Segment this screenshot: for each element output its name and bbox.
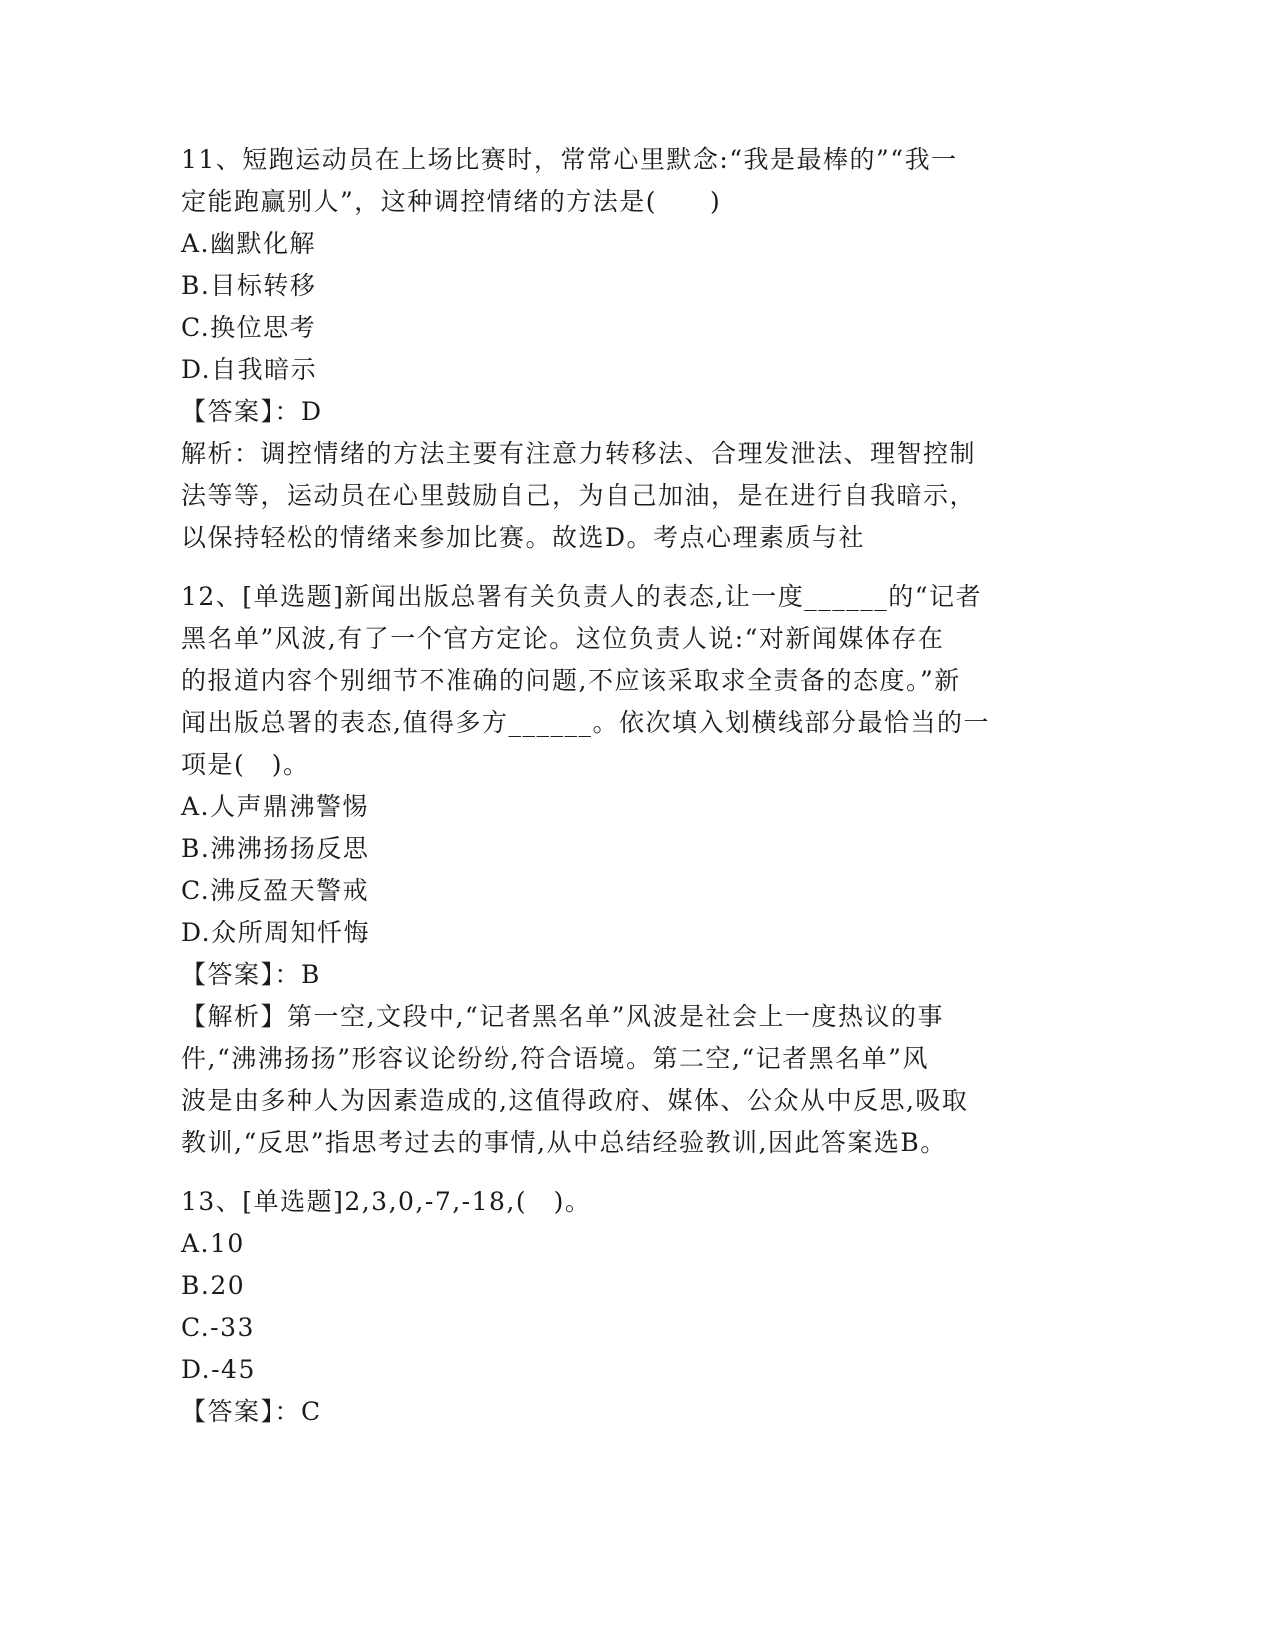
option-a: A.10 [181,1229,245,1258]
question-stem-line: 13、[单选题]2,3,0,-7,-18,( )。 [181,1187,592,1216]
answer-line: 【答案】：C [181,1397,322,1426]
question-12 [181,576,1061,1164]
question-stem-line: 项是( )。 [181,750,310,779]
option-b: B.20 [181,1271,246,1300]
answer-line: 【答案】：D [181,397,323,426]
option-a: A.幽默化解 [181,229,317,258]
option-b: B.目标转移 [181,271,317,300]
analysis-line: 教训,“反思”指思考过去的事情,从中总结经验教训,因此答案选B。 [181,1128,947,1157]
question-stem-line: 的报道内容个别细节不准确的问题,不应该采取求全责备的态度。”新 [181,666,961,695]
option-d: D.自我暗示 [181,355,318,384]
document-page [181,139,1061,1450]
option-d: D.众所周知忏悔 [181,918,371,947]
analysis-line: 波是由多种人为因素造成的,这值得政府、媒体、公众从中反思,吸取 [181,1086,969,1115]
question-stem-line: 黑名单”风波,有了一个官方定论。这位负责人说:“对新闻媒体存在 [181,624,945,653]
analysis-line: 法等等，运动员在心里鼓励自己，为自己加油，是在进行自我暗示， [181,481,977,510]
option-d: D.-45 [181,1355,256,1384]
question-11 [181,139,1061,559]
analysis-line: 解析：调控情绪的方法主要有注意力转移法、合理发泄法、理智控制 [181,439,977,468]
option-c: C.沸反盈天警戒 [181,876,370,905]
analysis-line: 【解析】第一空,文段中,“记者黑名单”风波是社会上一度热议的事 [181,1002,944,1031]
option-c: C.换位思考 [181,313,317,342]
question-stem-line: 12、[单选题]新闻出版总署有关负责人的表态,让一度______的“记者 [181,582,983,611]
question-stem-line: 定能跑赢别人”，这种调控情绪的方法是( ) [181,187,722,216]
analysis-line: 以保持轻松的情绪来参加比赛。故选D。考点心理素质与社 [181,523,866,552]
option-b: B.沸沸扬扬反思 [181,834,370,863]
question-stem-line: 11、短跑运动员在上场比赛时，常常心里默念:“我是最棒的”“我一 [181,145,958,174]
option-c: C.-33 [181,1313,255,1342]
question-13 [181,1181,1061,1433]
option-a: A.人声鼎沸警惕 [181,792,370,821]
analysis-line: 件,“沸沸扬扬”形容议论纷纷,符合语境。第二空,“记者黑名单”风 [181,1044,929,1073]
answer-line: 【答案】：B [181,960,321,989]
question-stem-line: 闻出版总署的表态,值得多方______。依次填入划横线部分最恰当的一 [181,708,990,737]
